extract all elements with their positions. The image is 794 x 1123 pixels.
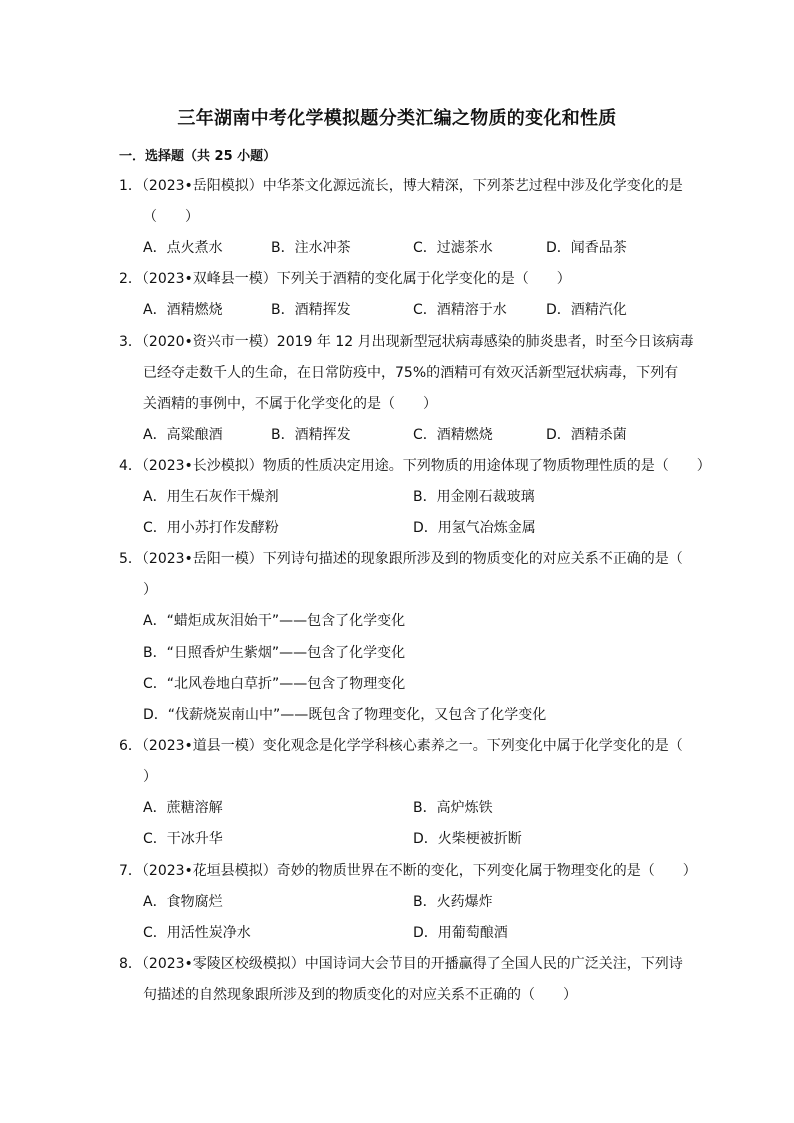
question-4-option-a: A．用生石灰作干燥剂 <box>143 489 279 505</box>
question-2-line-1: 2．（2023•双峰县一模）下列关于酒精的变化属于化学变化的是（ ） <box>119 271 571 287</box>
section-heading: 一．选择题（共 25 小题） <box>119 149 277 164</box>
question-5-option-b: B．“日照香炉生紫烟”——包含了化学变化 <box>143 645 406 661</box>
question-7-line-1: 7．（2023•花垣县模拟）奇妙的物质世界在不断的变化，下列变化属于物理变化的是（ ） <box>119 863 697 879</box>
question-3-line-1: 3．（2020•资兴市一模）2019 年 12 月出现新型冠状病毒感染的肺炎患者，时至今日该病毒 <box>119 334 694 350</box>
question-8-line-1: 8．（2023•零陵区校级模拟）中国诗词大会节目的开播赢得了全国人民的广泛关注，下列诗 <box>119 956 683 972</box>
question-6-option-a: A．蔗糖溶解 <box>143 800 223 816</box>
question-3-option-d: D．酒精杀菌 <box>546 427 627 443</box>
question-1-option-b: B．注水冲茶 <box>271 240 351 256</box>
question-5-line-1: 5．（2023•岳阳一模）下列诗句描述的现象跟所涉及到的物质变化的对应关系不正确的是（ <box>119 551 683 567</box>
question-1-line-1: 1．（2023•岳阳模拟）中华茶文化源远流长，博大精深，下列茶艺过程中涉及化学变化的是 <box>119 178 683 194</box>
question-2-option-b: B．酒精挥发 <box>271 302 351 318</box>
question-4-line-1: 4．（2023•长沙模拟）物质的性质决定用途。下列物质的用途体现了物质物理性质的是（ ） <box>119 458 711 474</box>
question-3-option-c: C．酒精燃烧 <box>413 427 493 443</box>
question-3-option-a: A．高粱酿酒 <box>143 427 223 443</box>
question-3-option-b: B．酒精挥发 <box>271 427 351 443</box>
question-2-option-a: A．酒精燃烧 <box>143 302 223 318</box>
question-8-line-2: 句描述的自然现象跟所涉及到的物质变化的对应关系不正确的（ ） <box>143 987 577 1003</box>
question-5-option-d: D．“伐薪烧炭南山中”——既包含了物理变化，又包含了化学变化 <box>143 707 547 723</box>
question-2-option-c: C．酒精溶于水 <box>413 302 507 318</box>
question-7-option-a: A．食物腐烂 <box>143 894 223 910</box>
question-7-option-c: C．用活性炭净水 <box>143 925 251 941</box>
question-6-option-b: B．高炉炼铁 <box>413 800 493 816</box>
question-3-line-2: 已经夺走数千人的生命，在日常防疫中，75%的酒精可有效灭活新型冠状病毒，下列有 <box>143 365 679 381</box>
question-6-line-2: ） <box>143 769 157 785</box>
question-1-line-2: （ ） <box>143 209 199 225</box>
question-4-option-b: B．用金刚石裁玻璃 <box>413 489 535 505</box>
question-5-line-2: ） <box>143 582 157 598</box>
question-4-option-d: D．用氢气冶炼金属 <box>413 520 536 536</box>
question-6-option-d: D．火柴梗被折断 <box>413 831 522 847</box>
question-1-option-c: C．过滤茶水 <box>413 240 493 256</box>
question-5-option-a: A．“蜡炬成灰泪始干”——包含了化学变化 <box>143 613 406 629</box>
question-6-option-c: C．干冰升华 <box>143 831 223 847</box>
question-7-option-d: D．用葡萄酿酒 <box>413 925 508 941</box>
question-1-option-a: A．点火煮水 <box>143 240 223 256</box>
question-6-line-1: 6．（2023•道县一模）变化观念是化学学科核心素养之一。下列变化中属于化学变化的是（ <box>119 738 683 754</box>
question-3-line-3: 关酒精的事例中，不属于化学变化的是（ ） <box>143 396 437 412</box>
page-title: 三年湖南中考化学模拟题分类汇编之物质的变化和性质 <box>177 108 617 129</box>
question-7-option-b: B．火药爆炸 <box>413 894 493 910</box>
question-2-option-d: D．酒精汽化 <box>546 302 627 318</box>
question-4-option-c: C．用小苏打作发酵粉 <box>143 520 279 536</box>
question-1-option-d: D．闻香品茶 <box>546 240 627 256</box>
question-5-option-c: C．“北风卷地白草折”——包含了物理变化 <box>143 676 406 692</box>
